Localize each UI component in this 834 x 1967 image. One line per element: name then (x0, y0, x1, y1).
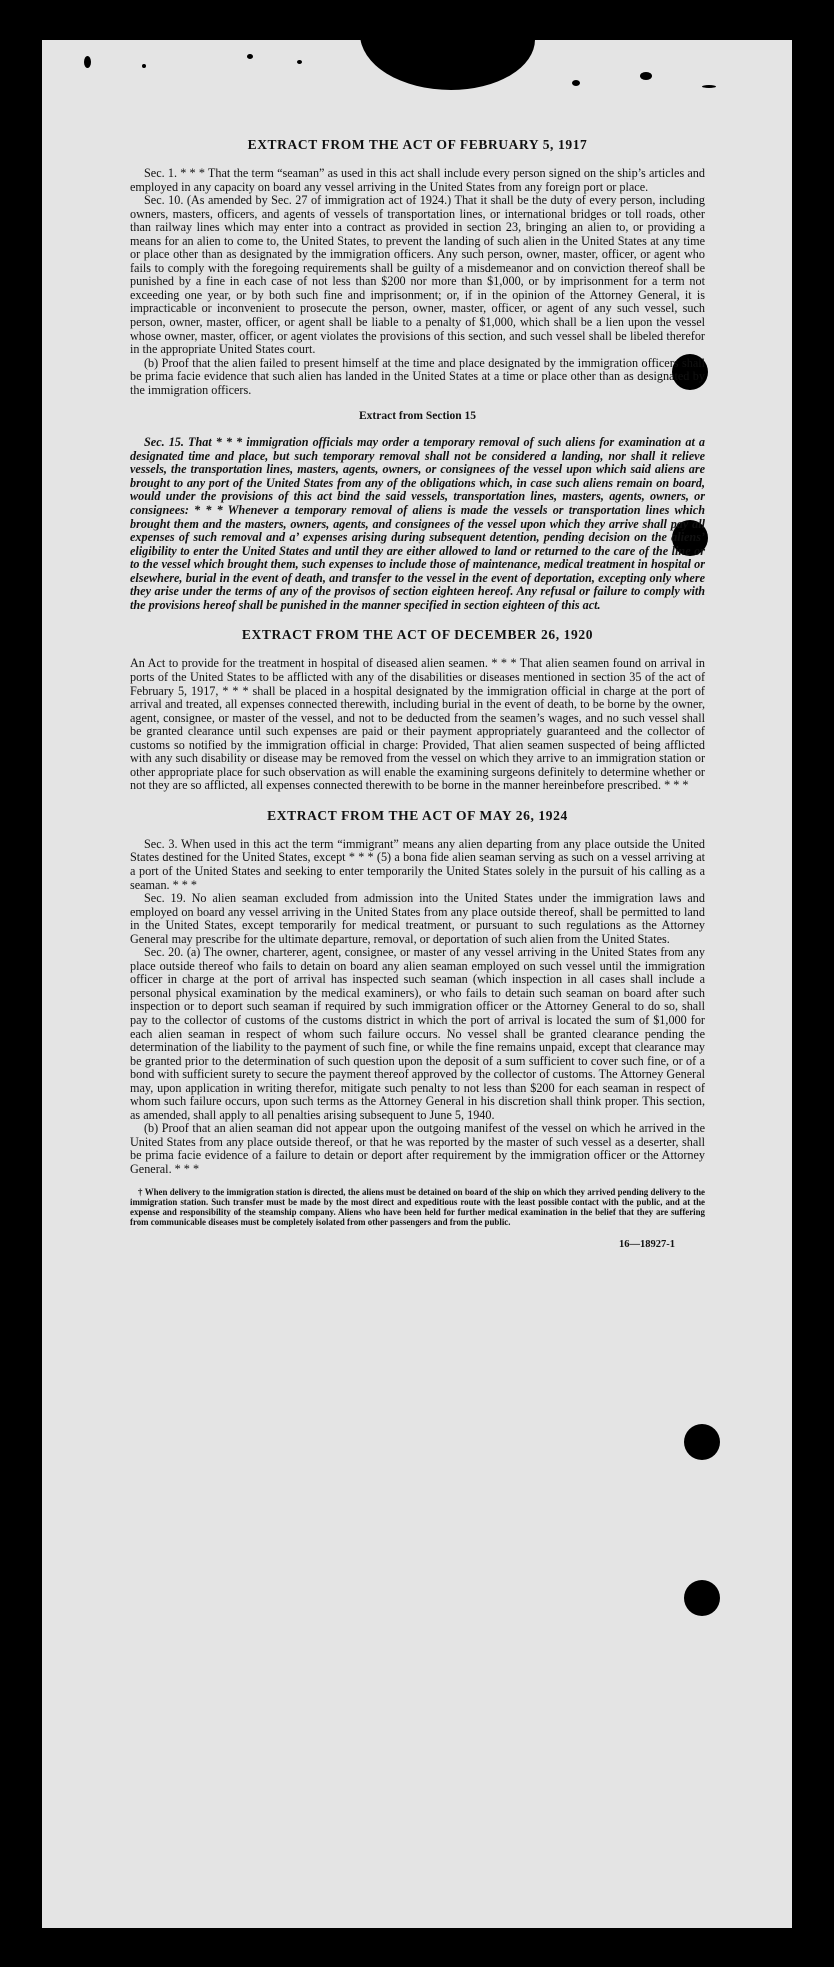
paper-speck (247, 54, 253, 59)
paragraph-sec-10-b: (b) Proof that the alien failed to present himself at the time and place designated by the immigration officers shall be prima facie evidence that such alien has landed in the United States at a time or place other than as designated by the immigration officers. (130, 355, 705, 397)
paragraph-sec-10: Sec. 10. (As amended by Sec. 27 of immigration act of 1924.) That it shall be the duty of every person, including owners, masters, officers, and agents of vessels of transportation lines, or international bridges or toll roads, other than railway lines which may enter into a contract as provided in section 23, bringing an alien to, or providing a means for an alien to come to, the United States, to prevent the landing of such alien in the United States at any time or place other than as designated by the immigration officers. Any such person, owner, master, officer, or agent who fails to comply with the foregoing requirements shall be guilty of a misdemeanor and on conviction thereof shall be punished by a fine in each case of not less than $200 nor more than $1,000, or by imprisonment for a term not exceeding one year, or by both such fine and imprisonment; or, if in the opinion of the Attorney General, it is impracticable or inconvenient to prosecute the person, owner, master, officer, or agent of any such vessel, such person, owner, master, officer, or agent shall be liable to a penalty of $1,000, which shall be a lien upon the vessel whose owner, master, officer, or agent violates the provisions of this section, and such vessel shall be libeled therefor in the appropriate United States court. (130, 193, 705, 357)
heading-act-dec-1920: EXTRACT FROM THE ACT OF DECEMBER 26, 1920 (241, 627, 594, 643)
paper-speck (702, 85, 716, 88)
footnote (130, 1187, 705, 1228)
subheading-section-15: Extract from Section 15 (359, 410, 476, 423)
paragraph-sec-20-b: (b) Proof that an alien seaman did not appear upon the outgoing manifest of the vessel on which he arrived in the United States from any place outside thereof, or that he was reported by the master of such vessel as a deserter, shall be prima facie evidence of a failure to detain or deport after requirement by the immigration officer or the Attorney General. * * * (130, 1121, 705, 1176)
paper-speck (640, 72, 652, 80)
paragraph-sec-1: Sec. 1. * * * That the term “seaman” as used in this act shall include every person signed on the ship’s articles and employed in any capacity on board any vessel arriving in the United States from any foreign port or place. (130, 166, 705, 194)
paper-speck (572, 80, 580, 86)
torn-edge (360, 40, 535, 90)
document-page (42, 40, 792, 1928)
paragraph-sec-19: Sec. 19. No alien seaman excluded from admission into the United States under the immigration laws and employed on board any vessel arriving in the United States from any place outside thereof, shall be permitted to land in the United States, except temporarily for medical treatment, or pursuant to such regulations as the Attorney General may prescribe for the ultimate departure, removal, or deportation of such alien from the United States. (130, 891, 705, 946)
footnote-text: † When delivery to the immigration station is directed, the aliens must be detained on board of the ship on which they arrived pending delivery to the immigration station. Such transfer must be made by the most direct and expeditious route with the least possible contact with the public, and at the expense and responsibility of the steamship company. Aliens who have been held for further medical examination in the belief that they are suffering from communicable diseases must be completely isolated from other passengers and from the public. (130, 1186, 705, 1228)
heading-act-may-1924: EXTRACT FROM THE ACT OF MAY 26, 1924 (267, 807, 568, 823)
paper-speck (142, 64, 146, 68)
document-number: 16—18927-1 (619, 1239, 675, 1251)
paragraph-sec-15: Sec. 15. That * * * immigration officials may order a temporary removal of such aliens for examination at a designated time and place, but such temporary removal shall not be considered a landing, nor shall it relieve vessels, the transportation lines, masters, agents, owners, or consignees of the vessel upon which said aliens are brought to any port of the United States from any of the obligations which, in case such aliens remain on board, would under the provisions of this act bind the said vessels, transportation lines, masters, agents, owners, or consignees: * * * Whenever a temporary removal of aliens is made the vessels or transportation lines which brought them and the masters, owners, agents, and consignees of the vessel upon which they arrive shall pay all expenses of such removal and a’ expenses arising during subsequent detention, pending decision on the aliens’ eligibility to enter the United States and until they are either allowed to land or returned to the care of the line or to the vessel which brought them, such expenses to include those of maintenance, medical treatment in hospital or elsewhere, burial in the event of death, and transfer to the vessel in the event of deportation, excepting only where they arise under the terms of any of the provisos of section eighteen hereof. Any refusal or failure to comply with the provisions hereof shall be punished in the manner specified in section eighteen of this act. (130, 435, 705, 612)
paper-speck (297, 60, 302, 64)
heading-act-feb-1917: EXTRACT FROM THE ACT OF FEBRUARY 5, 1917 (247, 137, 588, 152)
paragraph-act-1920: An Act to provide for the treatment in hospital of diseased alien seamen. * * * That alien seamen found on arrival in ports of the United States to be afflicted with any of the disabilities or diseases mentioned in section 35 of the act of February 5, 1917, * * * shall be placed in a hospital designated by the immigration official in charge at the port of arrival and treated, all expenses connected therewith, including burial in the event of death, to be borne by the owner, agent, consignee, or master of the vessel, and not to be deducted from the seamen’s wages, and no such vessel shall be granted clearance until such expenses are paid or their payment appropriately guaranteed and the collector of customs so notified by the immigration official in charge: Provided, That alien seamen suspected of being afflicted with any such disability or disease may be removed from the vessel on which they arrive to an immigration station or other appropriate place for such observation as will enable the examining surgeons definitely to determine whether or not they are so afflicted, all expenses connected therewith to be borne in the manner hereinbefore prescribed. * * * (130, 656, 705, 793)
punch-hole (684, 1424, 720, 1460)
paragraph-sec-3: Sec. 3. When used in this act the term “immigrant” means any alien departing from any place outside the United States destined for the United States, except * * * (5) a bona fide alien seaman serving as such on a vessel arriving at a port of the United States and seeking to enter temporarily the United States solely in the pursuit of his calling as a seaman. * * * (130, 836, 705, 892)
paragraph-sec-20-a: Sec. 20. (a) The owner, charterer, agent, consignee, or master of any vessel arriving in the United States from any place outside thereof who fails to detain on board any alien seaman employed on such vessel until the immigration officer in charge at the port of arrival has inspected such seaman (which inspection in all cases shall include a personal physical examination by the medical examiners), or who fails to detain such seaman on board after such inspection or to deport such seaman if required by such immigration officer or the Attorney General to do so, shall pay to the collector of customs of the customs district in which the port of arrival is located the sum of $1,000 for each alien seaman in respect of whom such failure occurs. No vessel shall be granted clearance pending the determination of the liability to the payment of such fine, or while the fine remains unpaid, except that clearance may be granted prior to the determination of such question upon the deposit of a sum sufficient to cover such fine, or of a bond with sufficient surety to secure the payment thereof approved by the collector of customs. The Attorney General may, upon application in writing therefor, mitigate such penalty to not less than $200 for each seaman in respect of whom such failure occurs, upon such terms as the Attorney General in his discretion shall think proper. This section, as amended, shall apply to all penalties arising subsequent to June 5, 1940. (130, 945, 705, 1122)
punch-hole (684, 1580, 720, 1616)
document-body (130, 136, 705, 1250)
paper-speck (84, 56, 91, 68)
